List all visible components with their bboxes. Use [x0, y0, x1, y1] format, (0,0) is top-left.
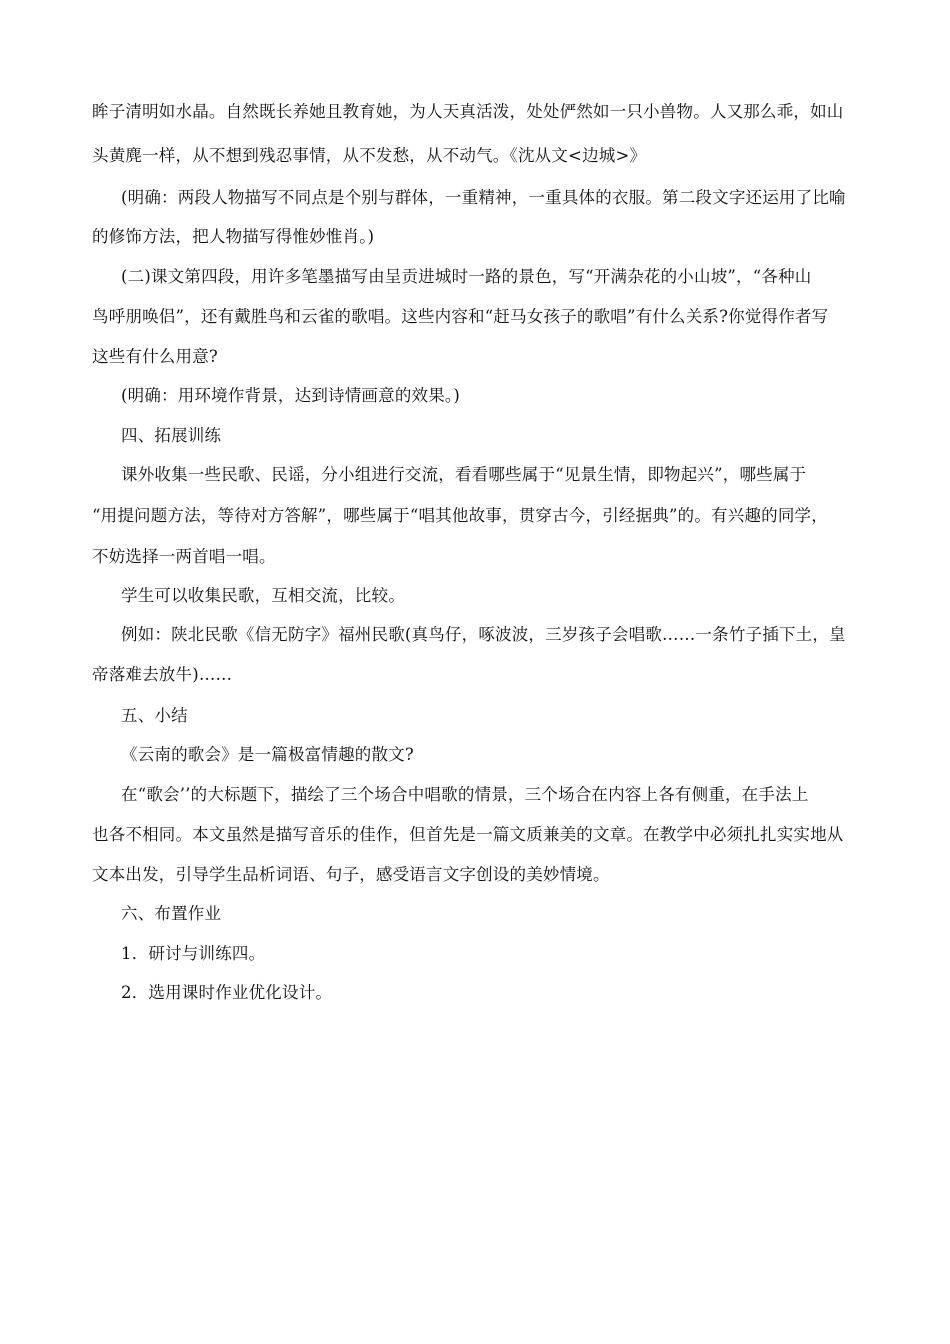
text-line: 的修饰方法，把人物描写得惟妙惟肖。): [92, 227, 375, 246]
text-line: (明确：用环境作背景，达到诗情画意的效果。): [121, 386, 461, 405]
text-line: 这些有什么用意?: [92, 347, 218, 366]
text-line: 不妨选择一两首唱一唱。: [92, 547, 276, 566]
section-heading: 四、拓展训练: [121, 426, 222, 445]
section-heading: 五、小结: [121, 706, 188, 725]
list-item: 1．研讨与训练四。: [121, 944, 266, 963]
text-line: 眸子清明如水晶。自然既长养她且教育她，为人天真活泼，处处俨然如一只小兽物。人又那么乖，如山: [92, 102, 844, 121]
list-item: 2．选用课时作业优化设计。: [121, 983, 333, 1002]
text-line: 鸟呼朋唤侣”，还有戴胜鸟和云雀的歌唱。这些内容和“赶马女孩子的歌唱”有什么关系?你觉得作者写: [92, 307, 829, 326]
text-line: 《云南的歌会》是一篇极富情趣的散文?: [121, 745, 414, 764]
text-line: (二)课文第四段，用许多笔墨描写由呈贡进城时一路的景色，写“开满杂花的小山坡”，“各种山: [121, 267, 812, 286]
section-heading: 六、布置作业: [121, 904, 222, 923]
text-line: 头黄麂一样，从不想到残忍事情，从不发愁，从不动气。《沈从文<边城>》: [92, 146, 647, 165]
text-line: 例如：陕北民歌《信无防字》福州民歌(真鸟仔，啄波波，三岁孩子会唱歌……一条竹子插下土，皇: [121, 625, 846, 644]
text-line: 学生可以收集民歌，互相交流，比较。: [121, 586, 405, 605]
text-line: 文本出发，引导学生品析词语、句子，感受语言文字创设的美妙情境。: [92, 865, 610, 884]
text-line: 帝落难去放牛)……: [92, 665, 233, 684]
text-line: 课外收集一些民歌、民谣，分小组进行交流，看看哪些属于“见景生情，即物起兴”，哪些属于: [121, 465, 807, 484]
text-line: “用提问题方法，等待对方答解”，哪些属于“唱其他故事，贯穿古今，引经据典”的。有兴趣的同学，: [92, 506, 828, 525]
text-line: 在“歌会’’的大标题下，描绘了三个场合中唱歌的情景，三个场合在内容上各有侧重，在手法上: [121, 785, 809, 804]
text-line: (明确：两段人物描写不同点是个别与群体，一重精神，一重具体的衣服。第二段文字还运用了比喻: [121, 188, 846, 207]
text-line: 也各不相同。本文虽然是描写音乐的佳作，但首先是一篇文质兼美的文章。在教学中必须扎扎实实地从: [92, 825, 844, 844]
